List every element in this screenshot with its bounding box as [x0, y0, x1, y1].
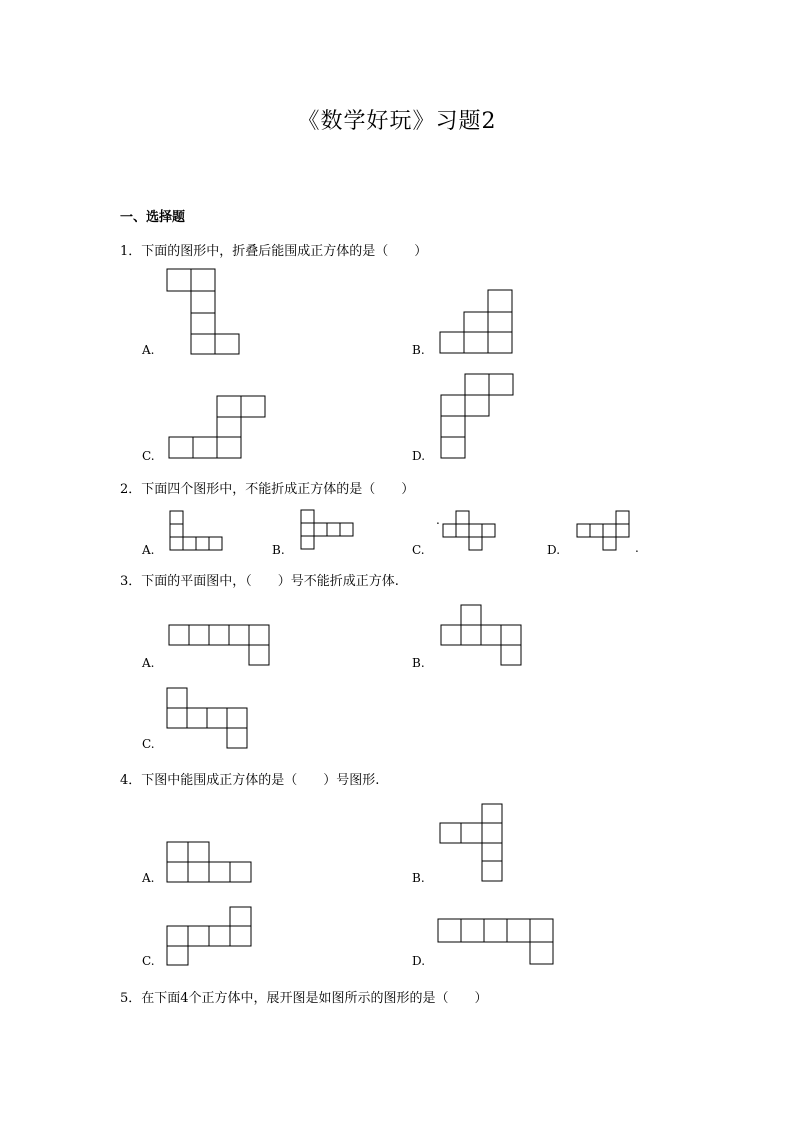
q1-net-a [167, 269, 239, 354]
question-4: 4．下图中能围成正方体的是（ ）号图形. [120, 773, 380, 788]
q4-net-a [167, 842, 251, 882]
q1-option-b-label: B. [412, 343, 425, 357]
question-1: 1．下面的图形中，折叠后能围成正方体的是（ ） [120, 244, 428, 259]
page-title: 《数学好玩》习题2 [297, 109, 497, 134]
q4-option-c-label: C. [142, 954, 155, 968]
q2-net-a [170, 511, 222, 550]
q4-option-d-label: D. [412, 954, 426, 968]
stray-mark-1: . [436, 513, 440, 527]
q2-option-c-label: C. [412, 543, 425, 557]
q1-option-d-label: D. [412, 449, 426, 463]
q2-option-b-label: B. [272, 543, 285, 557]
q2-option-a-label: A. [142, 543, 155, 557]
q4-net-b [440, 804, 502, 881]
q4-option-a-label: A. [142, 871, 155, 885]
q3-net-c [167, 688, 247, 748]
q3-option-a-label: A. [142, 656, 155, 670]
q1-net-d [441, 374, 513, 458]
q1-net-b [440, 290, 512, 353]
stray-mark-2: . [635, 541, 639, 555]
question-3: 3．下面的平面图中，（ ）号不能折成正方体. [120, 574, 399, 589]
q2-net-d [577, 511, 629, 550]
q2-net-c [443, 511, 495, 550]
q3-net-b [441, 605, 521, 665]
section-heading: 一、选择题 [120, 210, 186, 225]
q1-option-c-label: C. [142, 449, 155, 463]
question-5: 5．在下面4个正方体中，展开图是如图所示的图形的是（ ） [120, 991, 488, 1006]
q4-net-d [438, 919, 553, 964]
q3-net-a [169, 625, 269, 665]
q1-net-c [169, 396, 265, 458]
q2-net-b [301, 510, 353, 549]
question-2: 2．下面四个图形中，不能折成正方体的是（ ） [120, 482, 415, 497]
q4-net-c [167, 907, 251, 965]
q4-option-b-label: B. [412, 871, 425, 885]
q1-option-a-label: A. [142, 343, 155, 357]
q3-option-c-label: C. [142, 737, 155, 751]
q3-option-b-label: B. [412, 656, 425, 670]
q2-option-d-label: D. [547, 543, 561, 557]
